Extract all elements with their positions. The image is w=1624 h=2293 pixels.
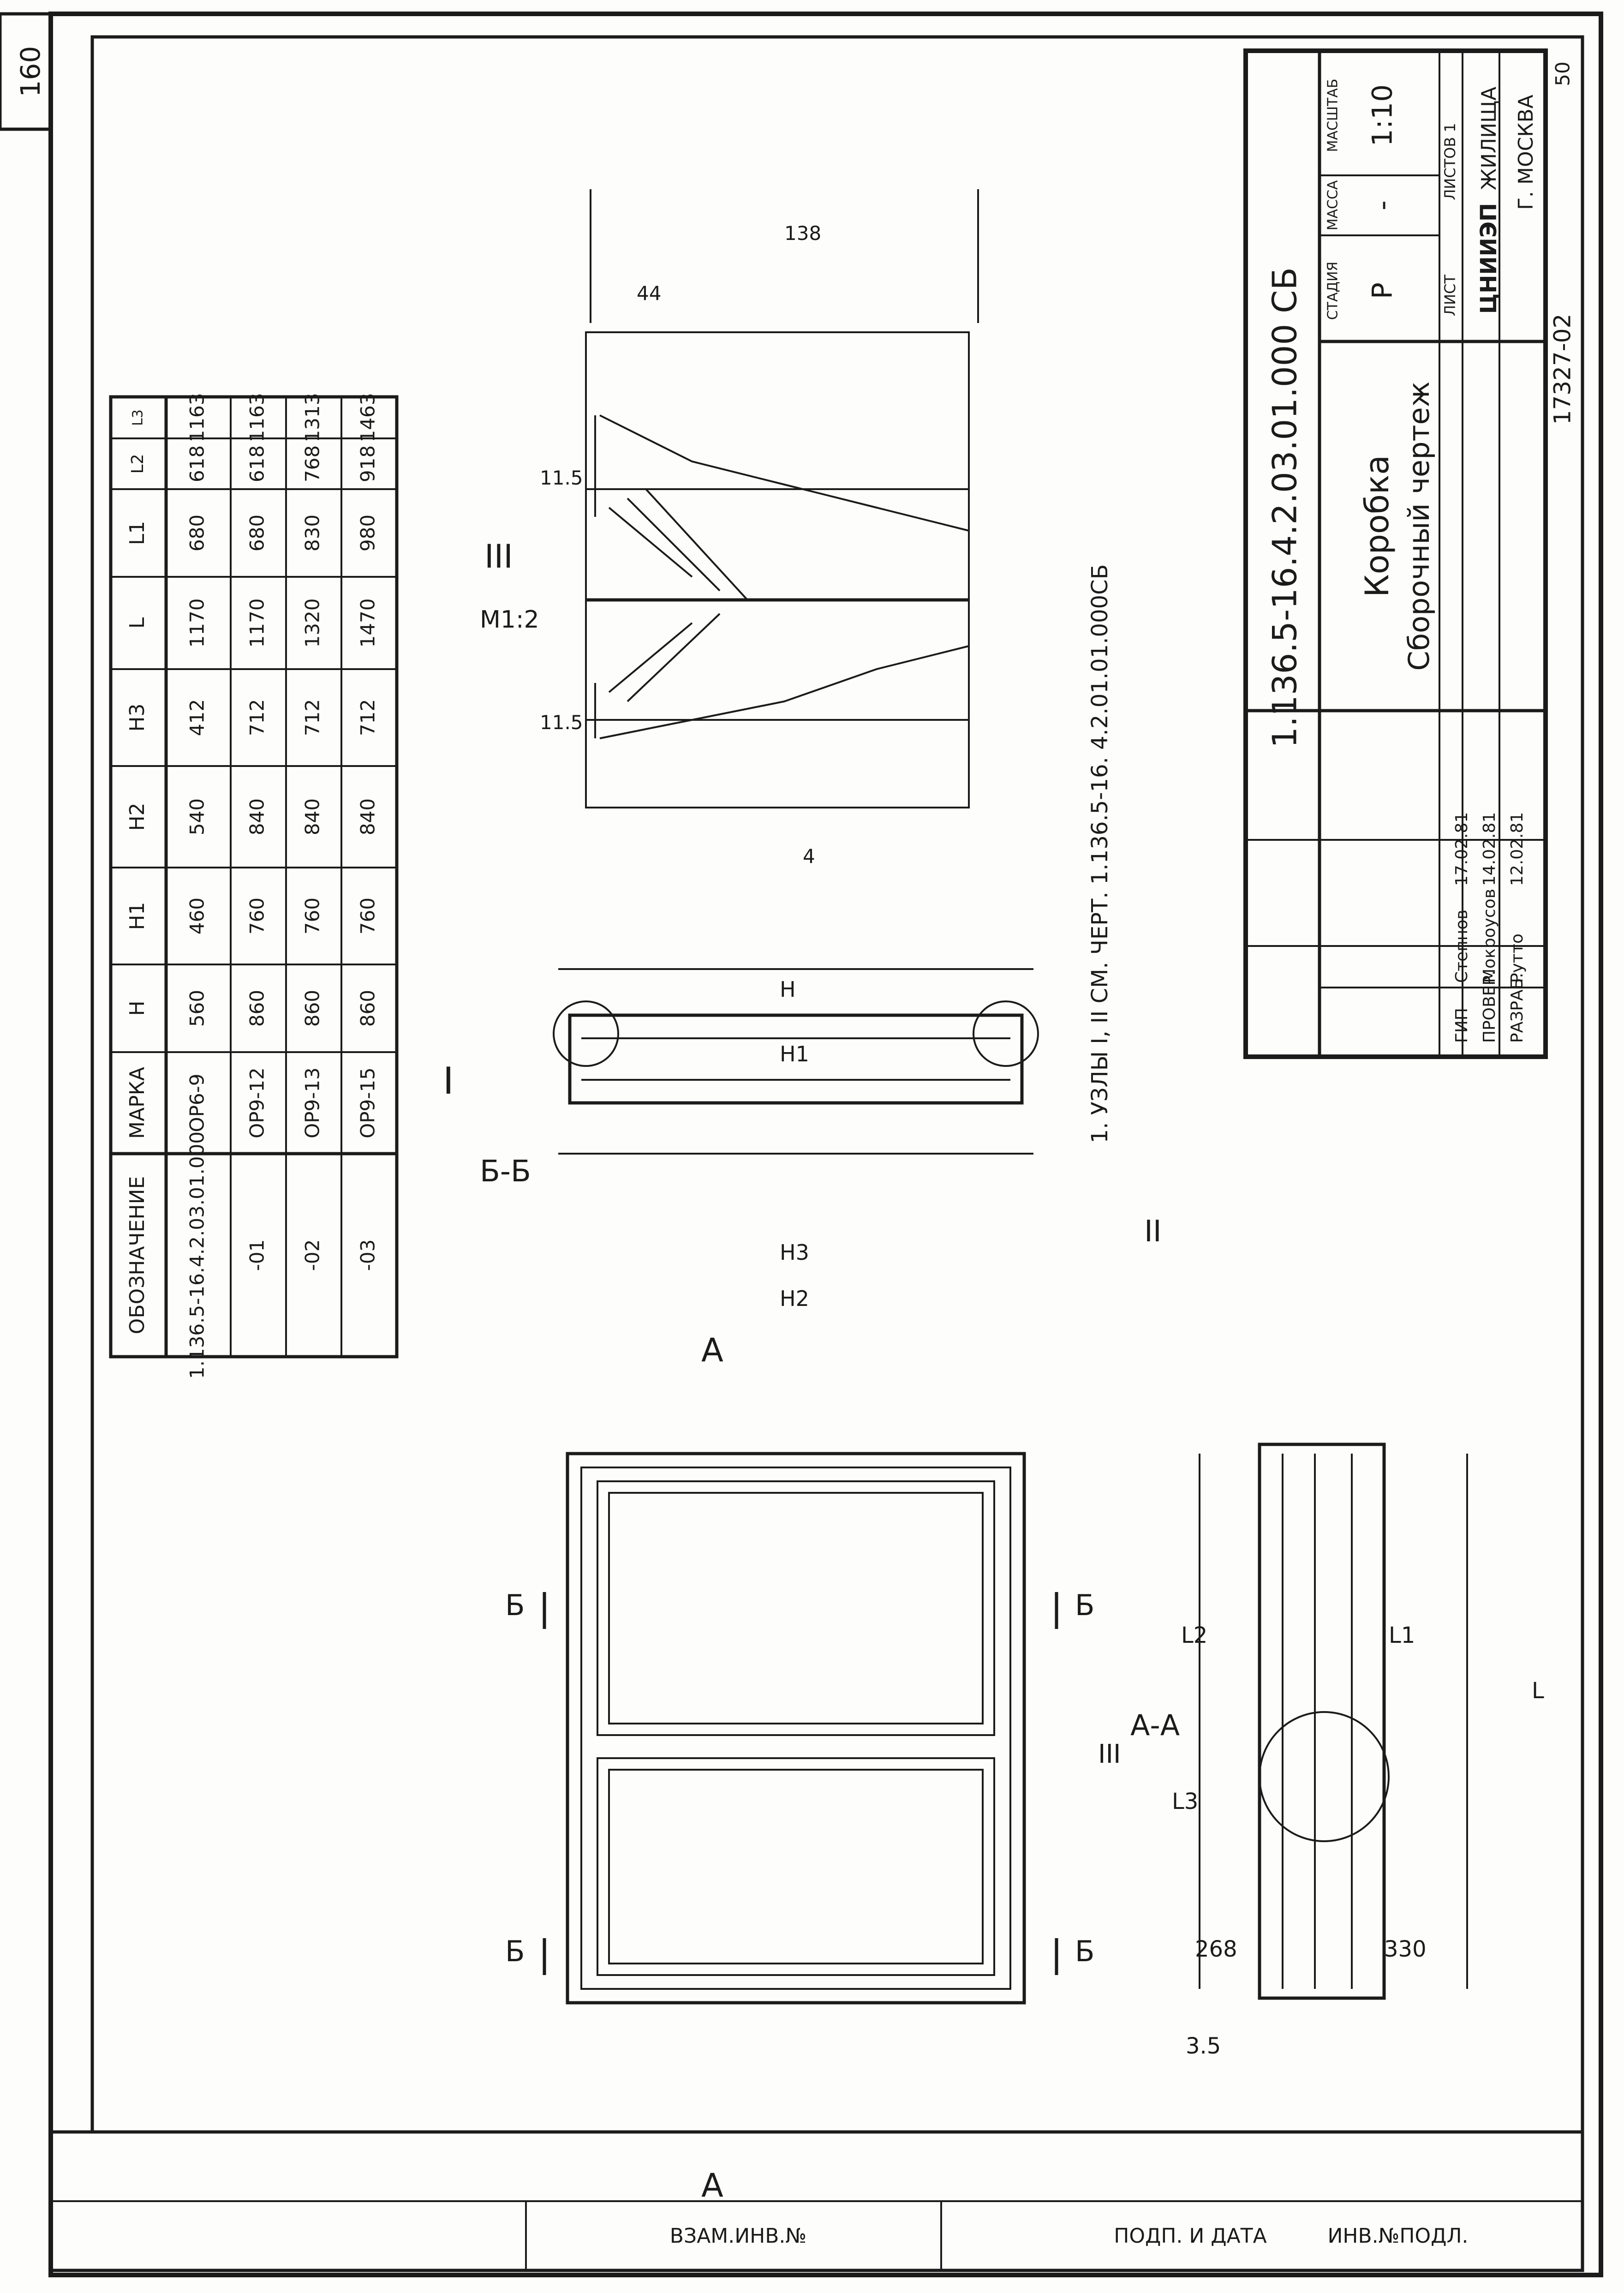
table-cell-L2: 618 [245, 445, 269, 483]
outer-frame [51, 14, 1601, 2275]
table-cell-designation: 1.136.5-16.4.2.03.01.000 [185, 1131, 209, 1379]
dim-4: 4 [803, 845, 815, 868]
table-cell-L2: 618 [185, 445, 209, 483]
role-role: ПРОВЕР. [1480, 970, 1499, 1043]
col-h2: Н2 [125, 802, 149, 831]
table-cell-H1: 460 [185, 897, 209, 935]
role-date: 17.02.81 [1452, 812, 1471, 886]
section-aa [1200, 1444, 1467, 1998]
table-cell-mark: ОР9-15 [356, 1067, 379, 1138]
table-cell-L2: 918 [356, 445, 379, 483]
table-cell-designation: -02 [301, 1239, 324, 1271]
dim-H: Н [780, 977, 796, 1002]
section-b-left: Б [505, 1588, 525, 1622]
table-cell-H: 560 [185, 989, 209, 1027]
table-cell-mark: ОР6-9 [185, 1073, 209, 1132]
dim-H2: Н2 [780, 1286, 809, 1311]
dim-138: 138 [784, 222, 822, 245]
table-cell-L: 1470 [356, 598, 379, 648]
table-cell-L3: 1163 [185, 393, 209, 443]
sheets-label: ЛИСТОВ 1 [1441, 123, 1459, 200]
stamp-cell-sign: ПОДП. И ДАТА [1114, 2224, 1267, 2248]
node-I: I [443, 1060, 454, 1102]
table-cell-H3: 712 [356, 699, 379, 736]
mass-value: - [1366, 200, 1399, 210]
table-cell-H1: 760 [301, 897, 324, 935]
section-bb-title: Б-Б [480, 1155, 531, 1189]
col-stage: СТАДИЯ [1325, 261, 1341, 320]
table-cell-L3: 1313 [301, 393, 324, 443]
section-b-right: Б [1075, 1588, 1095, 1622]
dim-L2: L2 [1181, 1622, 1208, 1648]
dim-330: 330 [1384, 1936, 1427, 1962]
table-cell-L1: 680 [245, 514, 269, 552]
table-cell-designation: -01 [245, 1239, 269, 1271]
table-cell-mark: ОР9-12 [245, 1067, 269, 1138]
col-l2: L2 [128, 454, 147, 474]
table-cell-H3: 712 [301, 699, 324, 736]
table-cell-mark: ОР9-13 [301, 1067, 324, 1138]
col-mark: МАРКА [125, 1067, 149, 1139]
table-cell-H: 860 [245, 989, 269, 1027]
section-b-left-bottom: Б [505, 1934, 525, 1968]
table-cell-H2: 540 [185, 798, 209, 836]
role-name: Степнов [1452, 910, 1471, 983]
stamp-cell-replace: ВЗАМ.ИНВ.№ [669, 2224, 807, 2248]
side-stamp [51, 2132, 1582, 2270]
table-cell-H1: 760 [245, 897, 269, 935]
col-mass: МАССА [1325, 180, 1341, 231]
role-role: РАЗРАБ. [1508, 973, 1527, 1043]
drawing-note: 1. УЗЛЫ I, II СМ. ЧЕРТ. 1.136.5-16. 4.2.01.01.000СБ [1087, 564, 1113, 1144]
sheet-label: ЛИСТ [1441, 275, 1459, 316]
org-logo: ЦНИИЭП [1476, 203, 1502, 314]
dim-H1: Н1 [780, 1042, 809, 1066]
page-number: 160 [15, 46, 47, 97]
role-name: Мокроусов [1480, 888, 1499, 983]
table-cell-L1: 980 [356, 514, 379, 552]
role-role: ГИП [1452, 1008, 1471, 1043]
table-cell-H2: 840 [245, 798, 269, 836]
table-cell-L2: 768 [301, 445, 324, 483]
table-cell-L1: 680 [185, 514, 209, 552]
table-cell-L3: 1463 [356, 393, 379, 443]
org-name: ЖИЛИЩА [1477, 86, 1501, 191]
table-cell-L: 1170 [185, 598, 209, 648]
org-city: Г. МОСКВА [1514, 95, 1538, 210]
dim-11-5-b: 11.5 [540, 711, 583, 734]
doc-name-1: Коробка [1358, 455, 1397, 598]
dim-H3: Н3 [780, 1240, 809, 1265]
table-cell-H1: 760 [356, 897, 379, 935]
col-h1: Н1 [125, 902, 149, 930]
detail-scale: М1:2 [480, 606, 539, 634]
col-l3: L3 [130, 409, 146, 426]
dim-3-5: 3.5 [1186, 2033, 1221, 2059]
role-date: 12.02.81 [1508, 812, 1527, 886]
table-cell-H: 860 [301, 989, 324, 1027]
col-h: Н [125, 1000, 149, 1016]
col-scale: МАСШТАБ [1325, 78, 1341, 152]
front-view [567, 1454, 1024, 2003]
doc-name-2: Сборочный чертеж [1402, 381, 1436, 671]
table-cell-H3: 412 [185, 699, 209, 736]
node-II: II [1144, 1215, 1162, 1249]
table-cell-H2: 840 [356, 798, 379, 836]
table-cell-L: 1170 [245, 598, 269, 648]
table-cell-L1: 830 [301, 514, 324, 552]
col-h3: Н3 [125, 703, 149, 732]
table-cell-L: 1320 [301, 598, 324, 648]
role-date: 14.02.81 [1480, 812, 1499, 886]
scale-value: 1:10 [1366, 84, 1399, 147]
table-cell-H2: 840 [301, 798, 324, 836]
table-cell-designation: -03 [356, 1239, 379, 1271]
doc-number: 1.136.5-16.4.2.03.01.000 СБ [1265, 267, 1304, 748]
dim-44: 44 [637, 282, 662, 305]
arrow-a-bottom: А [701, 2167, 723, 2204]
dim-268: 268 [1195, 1936, 1237, 1962]
dim-11-5-a: 11.5 [540, 467, 583, 489]
dim-L3: L3 [1172, 1789, 1199, 1814]
col-l1: L1 [125, 521, 149, 545]
stamp-cell-inv: ИНВ.№ПОДЛ. [1327, 2224, 1469, 2248]
dim-L1: L1 [1389, 1622, 1415, 1648]
archive-number: 17327-02 [1549, 313, 1576, 425]
section-b-right-bottom: Б [1075, 1934, 1095, 1968]
detail-title: III [484, 538, 513, 575]
table-cell-H: 860 [356, 989, 379, 1027]
col-l: L [125, 617, 149, 629]
role-name: Рутто [1508, 934, 1527, 983]
node-III-label: III [1098, 1739, 1121, 1769]
arrow-a-top: А [701, 1331, 723, 1369]
format-mark: 50 [1551, 61, 1574, 86]
section-aa-title: А-А [1130, 1708, 1180, 1742]
dim-L: L [1532, 1678, 1544, 1704]
stage-value: Р [1366, 282, 1399, 299]
table-cell-L3: 1163 [245, 393, 269, 443]
table-cell-H3: 712 [245, 699, 269, 736]
col-designation: ОБОЗНАЧЕНИЕ [125, 1176, 149, 1335]
